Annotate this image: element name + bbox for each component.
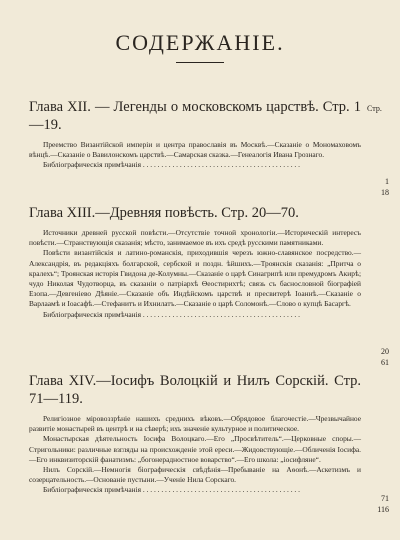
summary-paragraph: Источники древней русской повѣсти.—Отсутствіе точной хронологіи.—Историческій интересъ повѣсти.—Странствующія сказанія; мѣсто, занимаемое въ ихъ средѣ русскими памятниками. (29, 228, 361, 248)
page-number-end: 18 (381, 188, 389, 197)
page-number-end: 61 (381, 358, 389, 367)
chapter-xiv (29, 372, 361, 495)
chapter-summary: Преемство Византійской имперіи и центра православія въ Москвѣ.—Сказаніе о Мономаховомъ вѣнцѣ.—Сказаніе о Вавилонскомъ царствѣ.—Самарская сказка.—Генеалогія Ивана Грознаго. (29, 140, 361, 160)
chapter-heading: Глава XIII.—Древняя повѣсть. Стр. 20—70. (29, 205, 299, 221)
page-number-end: 116 (377, 505, 389, 514)
bibliography-line: Библіографическія примѣчанія . . . (29, 485, 361, 495)
chapter-heading: Глава XIV.—Іосифъ Волоцкій и Нилъ Сорскій. Стр. 71—119. (29, 373, 361, 407)
page-column-label: Стр. (367, 104, 382, 113)
chapter-xiii (29, 204, 361, 320)
chapter-summary (29, 414, 361, 485)
bibliography-line: Библіографическія примѣчанія . . . (29, 160, 361, 170)
title-rule (176, 62, 224, 63)
bibliography-line: Библіографическія примѣчанія . . . (29, 310, 361, 320)
summary-paragraph: Монастырская дѣятельность Іосифа Волоцкаго.—Его „Просвѣтитель“.—Церковные споры.—Стригольники: различные взгляды на происхожденіе этой ереси.—Жидовствующіе.—Обличенія Іосифа.—Его инквизиторскій фанатизмъ: „богонерадностное воварство“.—Его школа: „іосифляне“. (29, 434, 361, 464)
summary-paragraph: Религіозное міровоззрѣніе нашихъ среднихъ вѣковъ.—Обрядовое благочестіе.—Чрезвычайное развитіе монастырей въ центрѣ и на сѣверѣ; ихъ значеніе культурное и политическое. (29, 414, 361, 434)
chapter-heading: Глава XII. — Легенды о московскомъ царствѣ. Стр. 1—19. (29, 99, 361, 133)
summary-paragraph: Нилъ Сорскій.—Немногія біографическія свѣдѣнія—Пребываніе на Аѳонѣ.—Аскетизмъ и созерцательность.—Основаніе пустыни.—Ученіе Нила Сорскаго. (29, 465, 361, 485)
page-number-start: 1 (385, 177, 389, 186)
chapter-summary (29, 228, 361, 310)
summary-paragraph: Повѣсти византійскія и латино-романскія, приходившія черезъ южно-славянское посредство.—Александрія, въ редакціяхъ болгарской, сербской и поздн. ѣйшихъ.—Троянскія сказанія: „Притча о кралехъ“; Троянская исторія Гвидона де-Колумны.—Сказаніе о царѣ Синагрипѣ или премудромъ Акирѣ; чудо Николая Чудотворца, въ сказаніи о патріархѣ Ѳеостирихтѣ; связь съ баснословной біографіей Езопа.—Девгеніево Дѣяніе.—Сказаніе объ Индѣйскомъ царствѣ и пресвитерѣ Іоаннѣ.—Сказаніе о Варлаамѣ и Іоасафѣ.—Стефанитъ и Ихнилатъ.—Сказаніе о царѣ Соломонѣ.—Слово о купцѣ Басаргѣ. (29, 248, 361, 309)
page-title: СОДЕРЖАНІЕ. (115, 30, 285, 55)
page-number-start: 71 (381, 494, 389, 503)
page-number-start: 20 (381, 347, 389, 356)
chapter-xii (29, 98, 361, 170)
